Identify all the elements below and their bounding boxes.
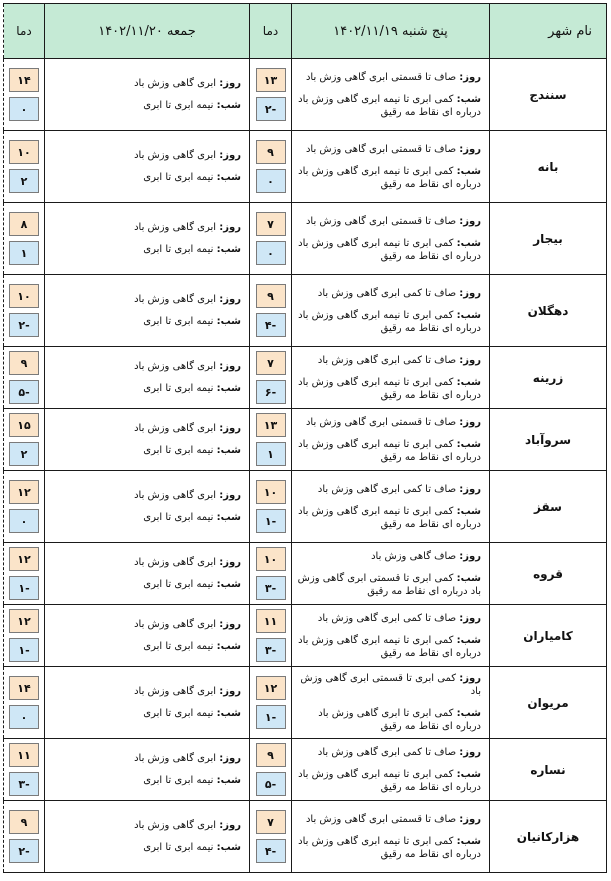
day1-temps	[250, 203, 292, 275]
day1-temps	[250, 131, 292, 203]
night-line	[296, 505, 481, 531]
night-text: نیمه ابری تا ابری	[143, 383, 214, 394]
day-label: روز:	[459, 813, 481, 825]
table-row	[4, 409, 607, 471]
night-temp: ۲	[9, 169, 39, 193]
night-temp: -۲	[256, 97, 286, 121]
night-text: کمی ابری تا نیمه ابری گاهی وزش باد درباره ای نقاط مه رقیق	[298, 309, 481, 334]
city-name: مریوان	[490, 667, 607, 739]
night-temp: ۱	[256, 442, 286, 466]
header-temp2: دما	[4, 4, 45, 59]
night-label: شب:	[456, 237, 481, 249]
day-temp: ۱۲	[9, 480, 39, 504]
day-text: ابری گاهی وزش باد	[134, 423, 217, 434]
night-line	[49, 511, 241, 524]
night-temp: ۲	[9, 442, 39, 466]
day1-temps	[250, 347, 292, 409]
day1-forecast	[292, 739, 490, 801]
day2-temps	[4, 347, 45, 409]
night-line	[296, 835, 481, 861]
night-text: کمی ابری تا نیمه ابری گاهی وزش باد درباره ای نقاط مه رقیق	[298, 438, 481, 463]
night-temp: -۴	[256, 839, 286, 863]
night-line	[49, 243, 241, 256]
day-line	[49, 293, 241, 306]
night-temp: -۲	[9, 839, 39, 863]
night-label: شب:	[216, 172, 241, 183]
day2-temps	[4, 471, 45, 543]
day-text: صاف تا قسمتی ابری گاهی وزش باد	[305, 71, 457, 83]
day-line	[296, 746, 481, 759]
day-text: ابری گاهی وزش باد	[134, 619, 217, 630]
day-line	[49, 422, 241, 435]
day1-forecast	[292, 667, 490, 739]
night-line	[296, 93, 481, 119]
day-label: روز:	[459, 416, 481, 428]
night-line	[296, 376, 481, 402]
night-label: شب:	[456, 165, 481, 177]
table-row	[4, 801, 607, 873]
city-name: زرینه	[490, 347, 607, 409]
night-temp: ۰	[9, 97, 39, 121]
day-temp: ۷	[256, 810, 286, 834]
night-label: شب:	[216, 512, 241, 523]
day2-forecast	[45, 801, 250, 873]
day2-forecast	[45, 471, 250, 543]
day-label: روز:	[219, 78, 241, 89]
day1-forecast	[292, 203, 490, 275]
day-line	[296, 143, 481, 156]
day-label: روز:	[219, 423, 241, 434]
night-label: شب:	[216, 383, 241, 394]
night-temp: -۳	[256, 576, 286, 600]
day1-temps	[250, 409, 292, 471]
day-label: روز:	[219, 222, 241, 233]
night-line	[49, 171, 241, 184]
table-row	[4, 739, 607, 801]
day-text: صاف تا قسمتی ابری گاهی وزش باد	[305, 813, 457, 825]
day2-forecast	[45, 59, 250, 131]
day-label: روز:	[219, 490, 241, 501]
day-line	[49, 618, 241, 631]
day-label: روز:	[219, 619, 241, 630]
day-text: ابری گاهی وزش باد	[134, 490, 217, 501]
night-text: نیمه ابری تا ابری	[143, 842, 214, 853]
day1-forecast	[292, 347, 490, 409]
day-text: ابری گاهی وزش باد	[134, 294, 217, 305]
night-label: شب:	[456, 768, 481, 780]
day-temp: ۷	[256, 212, 286, 236]
day1-forecast	[292, 471, 490, 543]
day-line	[296, 550, 481, 563]
city-name: سقز	[490, 471, 607, 543]
city-name: قروه	[490, 543, 607, 605]
night-label: شب:	[216, 445, 241, 456]
header-day1: پنج شنبه ۱۴۰۲/۱۱/۱۹	[292, 4, 490, 59]
day-temp: ۹	[9, 351, 39, 375]
day-label: روز:	[459, 143, 481, 155]
day-temp: ۱۲	[9, 609, 39, 633]
day2-forecast	[45, 605, 250, 667]
night-line	[296, 572, 481, 598]
day1-forecast	[292, 543, 490, 605]
night-line	[49, 444, 241, 457]
day-text: صاف تا کمی ابری گاهی وزش باد	[317, 287, 457, 299]
day-temp: ۹	[256, 743, 286, 767]
night-temp: -۱	[9, 638, 39, 662]
header-row	[4, 4, 607, 59]
header-day2: جمعه ۱۴۰۲/۱۱/۲۰	[45, 4, 250, 59]
day-text: صاف تا قسمتی ابری گاهی وزش باد	[305, 143, 457, 155]
header-city: نام شهر	[490, 4, 607, 59]
night-text: کمی ابری تا نیمه ابری گاهی وزش باد درباره ای نقاط مه رقیق	[298, 376, 481, 401]
city-name: دهگلان	[490, 275, 607, 347]
day1-temps	[250, 471, 292, 543]
city-name: سروآباد	[490, 409, 607, 471]
day-label: روز:	[219, 150, 241, 161]
day-temp: ۱۳	[256, 68, 286, 92]
night-line	[49, 707, 241, 720]
day-line	[296, 672, 481, 698]
day2-forecast	[45, 203, 250, 275]
day1-forecast	[292, 409, 490, 471]
night-line	[49, 841, 241, 854]
day-temp: ۱۱	[256, 609, 286, 633]
day-line	[49, 360, 241, 373]
day-temp: ۱۰	[256, 547, 286, 571]
city-name: کامیاران	[490, 605, 607, 667]
day1-forecast	[292, 59, 490, 131]
day1-forecast	[292, 605, 490, 667]
day2-forecast	[45, 347, 250, 409]
day1-forecast	[292, 801, 490, 873]
night-line	[296, 438, 481, 464]
day-temp: ۱۰	[256, 480, 286, 504]
day-line	[296, 483, 481, 496]
night-label: شب:	[456, 572, 481, 584]
night-temp: -۴	[256, 313, 286, 337]
night-temp: ۱	[9, 241, 39, 265]
day-temp: ۱۵	[9, 413, 39, 437]
night-temp: -۳	[256, 638, 286, 662]
day1-temps	[250, 605, 292, 667]
day2-forecast	[45, 543, 250, 605]
day-line	[296, 71, 481, 84]
day-line	[296, 215, 481, 228]
day2-temps	[4, 131, 45, 203]
day1-forecast	[292, 131, 490, 203]
night-label: شب:	[456, 438, 481, 450]
table-row	[4, 203, 607, 275]
night-label: شب:	[216, 842, 241, 853]
day2-forecast	[45, 667, 250, 739]
day-label: روز:	[219, 820, 241, 831]
table-row	[4, 59, 607, 131]
day1-temps	[250, 275, 292, 347]
day1-temps	[250, 739, 292, 801]
day-text: ابری گاهی وزش باد	[134, 78, 217, 89]
city-name: بانه	[490, 131, 607, 203]
night-label: شب:	[456, 835, 481, 847]
day-text: ابری گاهی وزش باد	[134, 222, 217, 233]
day-label: روز:	[459, 673, 481, 684]
night-text: کمی ابری تا نیمه ابری گاهی وزش باد درباره ای نقاط مه رقیق	[298, 634, 481, 659]
night-temp: -۶	[256, 380, 286, 404]
day-text: صاف تا کمی ابری گاهی وزش باد	[317, 354, 457, 366]
day-label: روز:	[459, 483, 481, 495]
night-text: کمی ابری تا نیمه ابری گاهی وزش باد درباره ای نقاط مه رقیق	[298, 505, 481, 530]
night-text: کمی ابری تا نیمه ابری گاهی وزش باد درباره ای نقاط مه رقیق	[298, 768, 481, 793]
day-line	[49, 149, 241, 162]
night-label: شب:	[216, 641, 241, 652]
night-line	[49, 774, 241, 787]
table-row	[4, 543, 607, 605]
night-temp: -۳	[9, 772, 39, 796]
day-text: صاف تا قسمتی ابری گاهی وزش باد	[305, 215, 457, 227]
table-row	[4, 131, 607, 203]
night-text: کمی ابری تا نیمه ابری گاهی وزش باد درباره ای نقاط مه رقیق	[298, 835, 481, 860]
day-temp: ۹	[256, 140, 286, 164]
night-temp: -۵	[256, 772, 286, 796]
day-line	[49, 221, 241, 234]
day-label: روز:	[219, 753, 241, 764]
night-text: کمی ابری تا نیمه ابری گاهی وزش باد درباره ای نقاط مه رقیق	[298, 237, 481, 262]
day-label: روز:	[459, 287, 481, 299]
day2-forecast	[45, 739, 250, 801]
day-text: صاف تا کمی ابری گاهی وزش باد	[317, 483, 457, 495]
day2-temps	[4, 409, 45, 471]
day-label: روز:	[219, 361, 241, 372]
night-label: شب:	[456, 309, 481, 321]
day-label: روز:	[459, 746, 481, 758]
night-text: کمی ابری تا ابری گاهی وزش باد درباره ای نقاط مه رقیق	[318, 708, 481, 732]
night-text: کمی ابری تا قسمتی ابری گاهی وزش باد درباره ای نقاط مه رقیق	[297, 572, 481, 597]
city-name: نساره	[490, 739, 607, 801]
night-line	[296, 165, 481, 191]
night-temp: ۰	[9, 705, 39, 729]
night-text: نیمه ابری تا ابری	[143, 708, 214, 719]
day-line	[49, 77, 241, 90]
night-label: شب:	[456, 708, 481, 719]
night-temp: -۵	[9, 380, 39, 404]
day-text: صاف تا قسمتی ابری گاهی وزش باد	[305, 416, 457, 428]
day-text: ابری گاهی وزش باد	[134, 686, 217, 697]
night-temp: ۰	[9, 509, 39, 533]
day-text: صاف تا کمی ابری گاهی وزش باد	[317, 612, 457, 624]
night-label: شب:	[456, 634, 481, 646]
day2-temps	[4, 605, 45, 667]
day-temp: ۱۳	[256, 413, 286, 437]
day-text: ابری گاهی وزش باد	[134, 820, 217, 831]
day-temp: ۱۴	[9, 676, 39, 700]
day-label: روز:	[459, 215, 481, 227]
night-temp: -۱	[256, 705, 286, 729]
day-line	[49, 752, 241, 765]
night-line	[296, 634, 481, 660]
night-label: شب:	[216, 100, 241, 111]
table-row	[4, 605, 607, 667]
day1-temps	[250, 543, 292, 605]
day-text: ابری گاهی وزش باد	[134, 557, 217, 568]
day-line	[49, 489, 241, 502]
city-name: بیجار	[490, 203, 607, 275]
night-temp: ۰	[256, 241, 286, 265]
day-temp: ۱۲	[256, 676, 286, 700]
day-temp: ۹	[9, 810, 39, 834]
night-text: نیمه ابری تا ابری	[143, 775, 214, 786]
night-temp: -۲	[9, 313, 39, 337]
day2-forecast	[45, 275, 250, 347]
city-name: سنندج	[490, 59, 607, 131]
day-temp: ۷	[256, 351, 286, 375]
night-text: کمی ابری تا نیمه ابری گاهی وزش باد درباره ای نقاط مه رقیق	[298, 93, 481, 118]
day-text: صاف گاهی وزش باد	[371, 550, 457, 562]
night-text: نیمه ابری تا ابری	[143, 579, 214, 590]
night-text: نیمه ابری تا ابری	[143, 316, 214, 327]
night-temp: ۰	[256, 169, 286, 193]
day-label: روز:	[219, 294, 241, 305]
night-line	[49, 640, 241, 653]
city-name: هزارکانیان	[490, 801, 607, 873]
day2-temps	[4, 59, 45, 131]
night-temp: -۱	[9, 576, 39, 600]
day-line	[296, 612, 481, 625]
header-temp1: دما	[250, 4, 292, 59]
day2-temps	[4, 203, 45, 275]
night-line	[49, 578, 241, 591]
night-text: نیمه ابری تا ابری	[143, 172, 214, 183]
night-label: شب:	[216, 244, 241, 255]
night-line	[296, 237, 481, 263]
night-text: کمی ابری تا نیمه ابری گاهی وزش باد درباره ای نقاط مه رقیق	[298, 165, 481, 190]
day-line	[49, 819, 241, 832]
day-temp: ۱۴	[9, 68, 39, 92]
day1-temps	[250, 667, 292, 739]
night-label: شب:	[456, 376, 481, 388]
day-line	[296, 354, 481, 367]
day2-forecast	[45, 409, 250, 471]
day-temp: ۱۲	[9, 547, 39, 571]
day-text: کمی ابری تا قسمتی ابری گاهی وزش باد	[300, 673, 481, 697]
night-line	[49, 99, 241, 112]
night-label: شب:	[216, 316, 241, 327]
day-text: صاف تا کمی ابری گاهی وزش باد	[317, 746, 457, 758]
table-row	[4, 471, 607, 543]
day-line	[296, 416, 481, 429]
night-line	[296, 768, 481, 794]
day-temp: ۹	[256, 284, 286, 308]
night-line	[49, 315, 241, 328]
night-text: نیمه ابری تا ابری	[143, 512, 214, 523]
night-label: شب:	[216, 775, 241, 786]
day-line	[49, 685, 241, 698]
table-row	[4, 347, 607, 409]
day-text: ابری گاهی وزش باد	[134, 150, 217, 161]
day2-temps	[4, 739, 45, 801]
day1-temps	[250, 801, 292, 873]
day-text: ابری گاهی وزش باد	[134, 753, 217, 764]
table-row	[4, 667, 607, 739]
day-label: روز:	[459, 550, 481, 562]
day2-temps	[4, 801, 45, 873]
day-line	[296, 287, 481, 300]
day-label: روز:	[459, 354, 481, 366]
night-line	[296, 309, 481, 335]
day-label: روز:	[219, 686, 241, 697]
day1-temps	[250, 59, 292, 131]
night-label: شب:	[456, 93, 481, 105]
day2-temps	[4, 667, 45, 739]
night-line	[49, 382, 241, 395]
day-line	[49, 556, 241, 569]
day-temp: ۱۰	[9, 140, 39, 164]
table-row	[4, 275, 607, 347]
night-temp: -۱	[256, 509, 286, 533]
day2-temps	[4, 543, 45, 605]
night-text: نیمه ابری تا ابری	[143, 100, 214, 111]
day-line	[296, 813, 481, 826]
day-label: روز:	[459, 71, 481, 83]
night-label: شب:	[216, 579, 241, 590]
day-label: روز:	[219, 557, 241, 568]
day-temp: ۱۱	[9, 743, 39, 767]
day-text: ابری گاهی وزش باد	[134, 361, 217, 372]
night-text: نیمه ابری تا ابری	[143, 445, 214, 456]
forecast-table	[3, 3, 607, 873]
day-temp: ۸	[9, 212, 39, 236]
day1-forecast	[292, 275, 490, 347]
day-label: روز:	[459, 612, 481, 624]
night-text: نیمه ابری تا ابری	[143, 641, 214, 652]
night-text: نیمه ابری تا ابری	[143, 244, 214, 255]
day2-forecast	[45, 131, 250, 203]
night-line	[296, 707, 481, 733]
night-label: شب:	[456, 505, 481, 517]
day-temp: ۱۰	[9, 284, 39, 308]
night-label: شب:	[216, 708, 241, 719]
day2-temps	[4, 275, 45, 347]
